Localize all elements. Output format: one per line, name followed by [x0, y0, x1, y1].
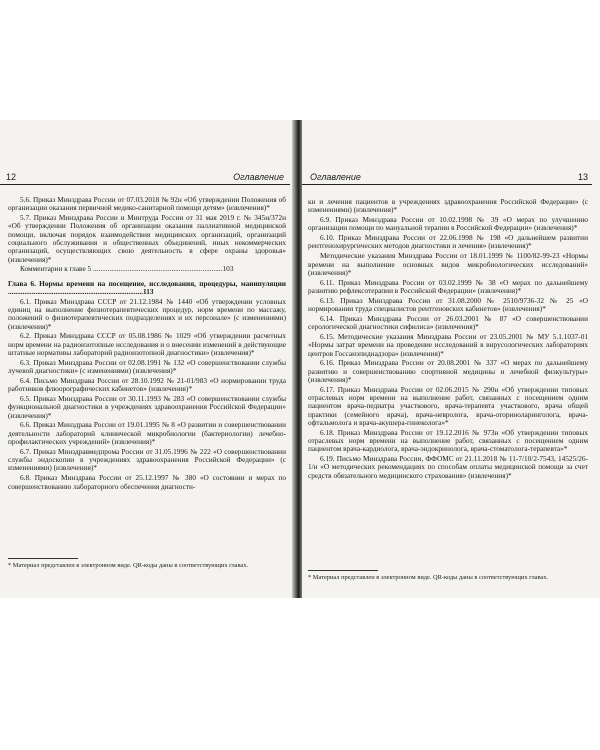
header-rule-right	[302, 184, 592, 185]
toc-entry: 6.13. Приказ Минздрава России от 31.08.2000 № 2510/9736-32 № 25 «О нормировании труда специалистов рентгеновских кабинетов» (извлечения)*	[308, 295, 588, 314]
footnote-left: * Материал представлен в электронном виде. QR-коды даны в соответствующих главах.	[8, 562, 249, 569]
toc-entry: 6.15. Методические указания Минздрава России от 23.05.2001 № МУ 5.1.1037-01 «Нормы затрат времени на проведение исследований в вирусологических лабораториях центров Госсанэпиднадзора» (извлечения)*	[308, 331, 588, 358]
toc-entry: 6.5. Приказ Минздрава России от 30.11.1993 № 283 «О совершенствовании службы функциональной диагностики в учреждениях здравоохранения Российской Федерации» (извлечения)*	[8, 394, 286, 420]
toc-entry: 5.7. Приказ Минздрава России и Минтруда России от 31 мая 2019 г. № 345н/372н «Об утверждении Положения об организации оказания паллиативной медицинской помощи, включая порядок взаимодействия медицинских организаций, организаций социального обслуживания и общественных объединений, иных некоммерческих организаций, осуществляющих свою деятельность в сфере охраны здоровья» (извлечения)*	[8, 213, 286, 264]
footnote-rule-right	[308, 570, 378, 571]
toc-entry: 6.4. Письмо Минздрава России от 28.10.1992 № 21-01/983 «О нормировании труда работников флюорографических кабинетов» (извлечения)*	[8, 375, 286, 394]
toc-entry: 6.14. Приказ Минздрава России от 26.03.2001 № 87 «О совершенствовании серологической диагностики сифилиса» (извлечения)*	[308, 313, 588, 332]
toc-entry: Методические указания Минздрава России от 18.01.1999 № 1100/82-99-23 «Нормы времени на выполнение основных видов микробиологических исследований» (извлечения)*	[308, 251, 588, 277]
running-header-left: Оглавление	[233, 172, 284, 182]
toc-entry: 6.2. Приказ Минздрава СССР от 05.08.1986 № 1029 «Об утверждении расчетных норм времени на радиоизотопные исследования и о внесении изменений в действующие штатные нормативы лабораторий радиоизотопной диагностики» (извлечения)*	[8, 331, 286, 358]
toc-entry: 6.3. Приказ Минздрава России от 02.08.1991 № 132 «О совершенствовании службы лучевой диагностики» (с изменениями) (извлечения)*	[8, 357, 286, 376]
running-header-right: Оглавление	[310, 172, 361, 182]
toc-entry: 6.7. Приказ Минздравмедпрома России от 31.05.1996 № 222 «О совершенствовании службы эндоскопии в учреждениях здравоохранения Российской Федерации» (с изменениями) (извлечения)*	[8, 446, 286, 473]
toc-entry: 6.8. Приказ Минздрава России от 25.12.1997 № 380 «О состоянии и мерах по совершенствованию лабораторного обеспечения диагности-	[8, 473, 286, 491]
toc-entry: 5.6. Приказ Минздрава России от 07.03.2018 № 92н «Об утверждении Положения об организации оказания первичной медико-санитарной помощи детям» (извлечения)*	[8, 195, 286, 213]
toc-entry: 6.10. Приказ Минздрава России от 22.06.1998 № 198 «О дальнейшем развитии рентгенохирургических методов диагностики и лечения» (извлечения)*	[308, 233, 588, 251]
book-spread	[0, 120, 600, 598]
toc-entry: 6.16. Приказ Минздрава России от 20.08.2001 № 337 «О мерах по дальнейшему развитию и совершенствованию спортивной медицины и лечебной физкультуры» (извлечения)*	[308, 358, 588, 384]
toc-entry: 6.11. Приказ Минздрава России от 03.02.1999 № 38 «О мерах по дальнейшему развитию рефлексотерапии в Российской Федерации» (извлечения)*	[308, 277, 588, 295]
toc-column-left	[8, 196, 286, 492]
page-number-right: 13	[577, 172, 588, 182]
toc-entry: 6.9. Приказ Минздрава России от 10.02.1998 № 39 «О мерах по улучшению организации помощи по мануальной терапии в Российской Федерации» (извлечения)*	[308, 215, 588, 233]
toc-entry: 6.17. Приказ Минздрава России от 02.06.2015 № 290н «Об утверждении типовых отраслевых норм времени на выполнение работ, связанных с посещением одним пациентом врача-педиатра участкового, врача-терапевта участкового, врача общей практики (семейного врача), врача-невролога, врача-оториноларинголога, врача-офтальмолога и врача-акушера-гинеколога»*	[308, 384, 588, 427]
toc-entry: 6.6. Приказ Минздрава России от 19.01.1995 № 8 «О развитии и совершенствовании деятельности лабораторий клинической микробиологии (бактериологии) лечебно-профилактических учреждений» (извлечения)*	[8, 420, 286, 447]
toc-entry: 6.19. Письмо Минздрава России, ФФОМС от 21.11.2018 № 11-7/10/2-7543, 14525/26-1/и «О методических рекомендациях по способам оплаты медицинской помощи за счет средств обязательного медицинского страхования» (извлечения)*	[308, 454, 588, 480]
chapter-heading: Глава 6. Нормы времени на посещение, исследования, процедуры, манипуляции ..........................................................................113	[8, 278, 286, 296]
toc-entry: 6.1. Приказ Минздрава СССР от 21.12.1984 № 1440 «Об утверждении условных единиц на выполнение физиотерапевтических процедур, норм времени по массажу, положений о физиотерапевтических подразделениях и их персонале» (с изменениями) (извлечения)*	[8, 296, 286, 331]
left-page	[0, 120, 296, 598]
footnote-right: * Материал представлен в электронном виде. QR-коды даны в соответствующих главах.	[308, 574, 549, 581]
toc-entry: 6.18. Приказ Минздрава России от 19.12.2016 № 973н «Об утверждении типовых отраслевых норм времени на выполнение работ, связанных с посещением одним пациентом врача-кардиолога, врача-эндокринолога, врача-стоматолога-терапевта»*	[308, 427, 588, 454]
right-page	[302, 120, 600, 598]
page-number-left: 12	[6, 172, 17, 182]
toc-column-right	[308, 198, 588, 482]
footnote-rule-left	[8, 558, 78, 559]
toc-entry-continuation: ки и лечения пациентов в учреждениях здравоохранения Российской Федерации» (с изменениями) (извлечения)*	[308, 197, 588, 215]
toc-entry: Комментарии к главе 5 .......................................................................103	[20, 264, 234, 274]
header-rule-left	[0, 184, 290, 185]
